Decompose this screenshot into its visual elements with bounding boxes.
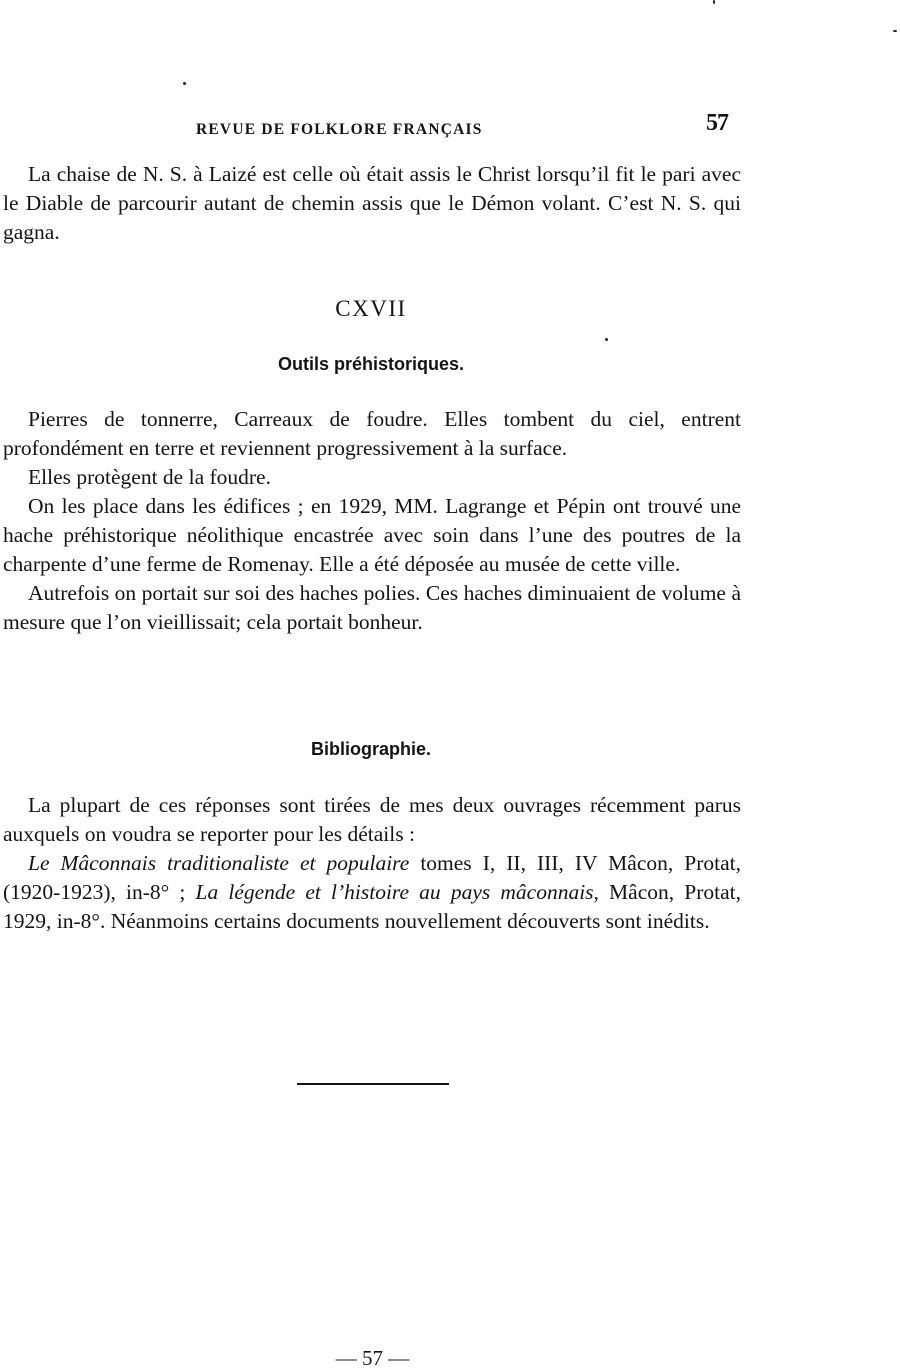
scan-speck <box>893 30 897 32</box>
page-number-footer: — 57 — <box>335 1346 410 1370</box>
chapter-number: CXVII <box>335 296 407 321</box>
intro-paragraph-block <box>3 160 741 247</box>
section-title: Outils préhistoriques. <box>277 354 465 374</box>
section-paragraph-2: Elles protègent de la foudre. <box>28 465 271 489</box>
scan-speck <box>605 338 608 341</box>
running-title: REVUE DE FOLKLORE FRANÇAIS <box>196 121 483 138</box>
book-details-2: Mâcon, Protat, 1929, in-8°. Néanmoins certains documents nouvellement découverts sont inédits. <box>3 880 741 933</box>
book-title-2: La légende et l’histoire au pays mâconnais, <box>195 880 599 904</box>
bibliography-heading: Bibliographie. <box>310 739 431 759</box>
book-title-1: Le Mâconnais traditionaliste et populaire <box>28 851 410 875</box>
scan-speck <box>183 82 186 85</box>
bibliography-intro: La plupart de ces réponses sont tirées de mes deux ouvrages récemment parus auxquels on voudra se reporter pour les détails : <box>3 793 741 846</box>
section-paragraph-4: Autrefois on portait sur soi des haches polies. Ces haches diminuaient de volume à mesure que l’on vieillissait; cela portait bonheur. <box>3 581 741 634</box>
section-paragraph-3: On les place dans les édifices ; en 1929, MM. Lagrange et Pépin ont trouvé une hache préhistorique néolithique encastrée avec soin dans l’une des poutres de la charpente d’une ferme de Romenay. Elle a été déposée au musée de cette ville. <box>3 494 741 576</box>
bibliography-body <box>3 791 741 936</box>
section-divider <box>297 1083 449 1085</box>
section-paragraph-1: Pierres de tonnerre, Carreaux de foudre. Elles tombent du ciel, entrent profondément en terre et reviennent progressivement à la surface. <box>3 407 741 460</box>
book-details-1: tomes I, II, III, IV Mâcon, Protat, (1920-1923), in-8° ; <box>3 851 741 904</box>
intro-paragraph: La chaise de N. S. à Laizé est celle où était assis le Christ lorsqu’il fit le pari avec le Diable de parcourir autant de chemin assis que le Démon volant. C’est N. S. qui gagna. <box>3 162 741 244</box>
scan-speck <box>713 0 715 4</box>
page-number-top: 57 <box>706 110 728 136</box>
bibliography-references <box>3 849 741 936</box>
section-body <box>3 405 741 637</box>
